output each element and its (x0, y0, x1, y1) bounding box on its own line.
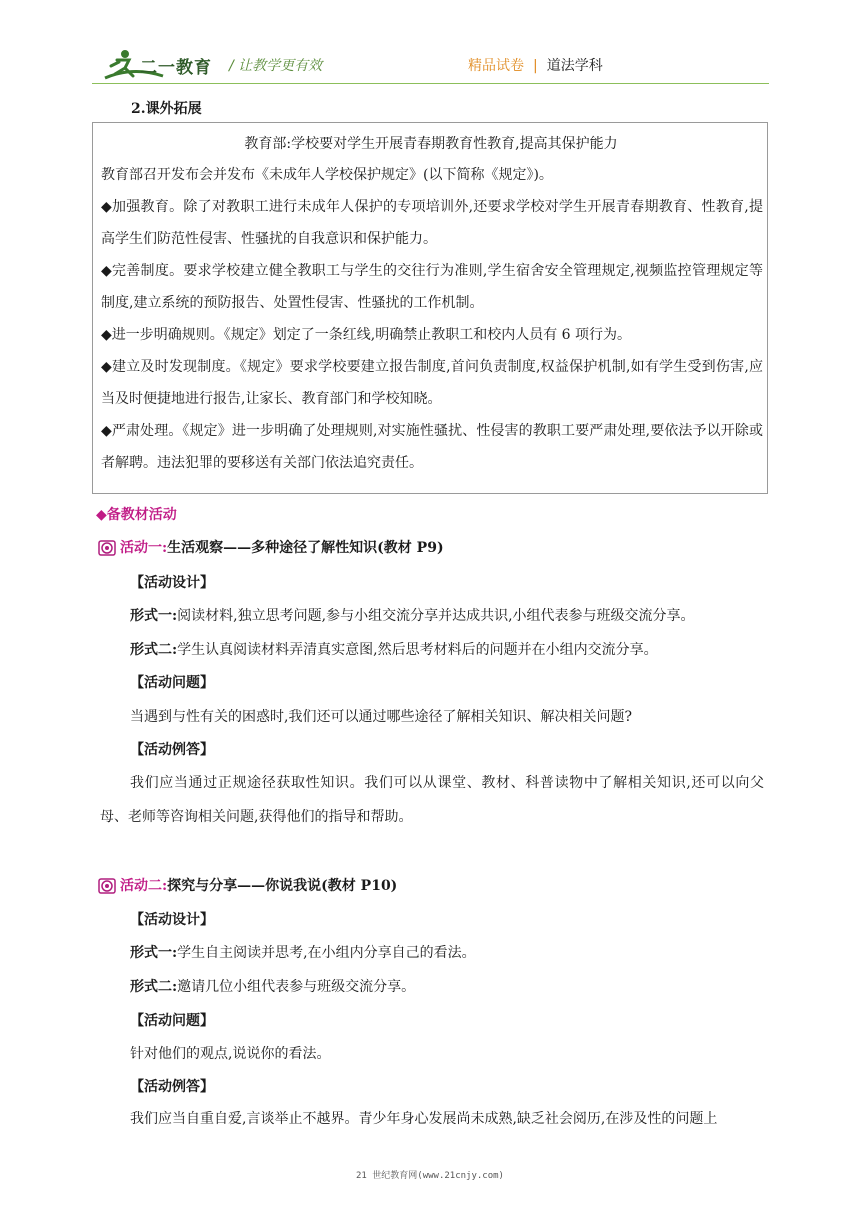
activity2-design-heading: 【活动设计】 (130, 912, 214, 928)
form1-text: 阅读材料,独立思考问题,参与小组交流分享并达成共识,小组代表参与班级交流分享。 (177, 608, 695, 624)
box-paragraph: 教育部召开发布会并发布《未成年人学校保护规定》(以下简称《规定》)。 (101, 167, 553, 183)
form2-label: 形式二: (130, 642, 178, 658)
activity1-answer-text: 我们应当通过正规途径获取性知识。我们可以从课堂、教材、科普读物中了解相关知识,还可以向父母、老师等咨询相关问题,获得他们的指导和帮助。 (100, 775, 764, 825)
section-title: 2.课外拓展 (131, 101, 202, 117)
activity1-title: 生活观察——多种途径了解性知识(教材 P9) (167, 540, 444, 556)
form1-label: 形式一: (130, 608, 178, 624)
activity1-form1 (130, 606, 695, 626)
activity2-answer-text: 我们应当自重自爱,言谈举止不越界。青少年身心发展尚未成熟,缺乏社会阅历,在涉及性的问题上 (130, 1111, 718, 1127)
box-paragraph: ◆建立及时发现制度。《规定》要求学校要建立报告制度,首问负责制度,权益保护机制,如有学生受到伤害,应当及时便捷地进行报告,让家长、教育部门和学校知晓。 (101, 359, 763, 407)
extension-box (92, 122, 768, 494)
target-icon (98, 878, 116, 894)
activity2-title: 探究与分享——你说我说(教材 P10) (167, 878, 398, 894)
activity2-form2 (130, 977, 415, 997)
activity2-heading (98, 875, 397, 895)
activity2-form1 (130, 943, 476, 963)
target-icon (98, 540, 116, 556)
activity1-question-heading: 【活动问题】 (130, 675, 214, 691)
form1-label: 形式一: (130, 945, 178, 961)
activity1-design-heading: 【活动设计】 (130, 575, 214, 591)
form1-text: 学生自主阅读并思考,在小组内分享自己的看法。 (177, 945, 476, 961)
activity1-form2 (130, 640, 658, 660)
header-separator: | (533, 58, 538, 74)
form2-text: 邀请几位小组代表参与班级交流分享。 (177, 979, 416, 995)
logo-text: 二一教育 (140, 58, 212, 78)
header-divider (92, 83, 769, 84)
box-title: 教育部:学校要对学生开展青春期教育性教育,提高其保护能力 (244, 136, 618, 152)
page-header (0, 0, 860, 90)
header-tags (468, 55, 603, 75)
header-tag-quality: 精品试卷 (468, 58, 524, 74)
box-paragraph: ◆进一步明确规则。《规定》划定了一条红线,明确禁止教职工和校内人员有 6 项行为。 (101, 327, 632, 343)
box-paragraph: ◆加强教育。除了对教职工进行未成年人保护的专项培训外,还要求学校对学生开展青春期教育、性教育,提高学生们防范性侵害、性骚扰的自我意识和保护能力。 (101, 199, 763, 247)
activity2-label: 活动二: (120, 878, 168, 894)
activity1-question-text: 当遇到与性有关的困惑时,我们还可以通过哪些途径了解相关知识、解决相关问题? (130, 709, 632, 725)
slogan: / 让教学更有效 (229, 58, 323, 74)
activity2-question-heading: 【活动问题】 (130, 1013, 214, 1029)
activity2-question-text: 针对他们的观点,说说你的看法。 (130, 1046, 331, 1062)
form2-label: 形式二: (130, 979, 178, 995)
activity1-label: 活动一: (120, 540, 168, 556)
activity1-answer-heading: 【活动例答】 (130, 742, 214, 758)
box-paragraph: ◆完善制度。要求学校建立健全教职工与学生的交往行为准则,学生宿舍安全管理规定,视频监控管理规定等制度,建立系统的预防报告、处置性侵害、性骚扰的工作机制。 (101, 263, 763, 311)
activity1-heading (98, 537, 444, 557)
page-footer: 21 世纪教育网(www.21cnjy.com) (356, 1171, 504, 1181)
activity2-answer-heading: 【活动例答】 (130, 1079, 214, 1095)
form2-text: 学生认真阅读材料弄清真实意图,然后思考材料后的问题并在小组内交流分享。 (177, 642, 658, 658)
materials-heading: ◆备教材活动 (96, 507, 177, 523)
header-tag-subject: 道法学科 (546, 58, 603, 74)
box-paragraph: ◆严肃处理。《规定》进一步明确了处理规则,对实施性骚扰、性侵害的教职工要严肃处理,要依法予以开除或者解聘。违法犯罪的要移送有关部门依法追究责任。 (101, 423, 763, 471)
